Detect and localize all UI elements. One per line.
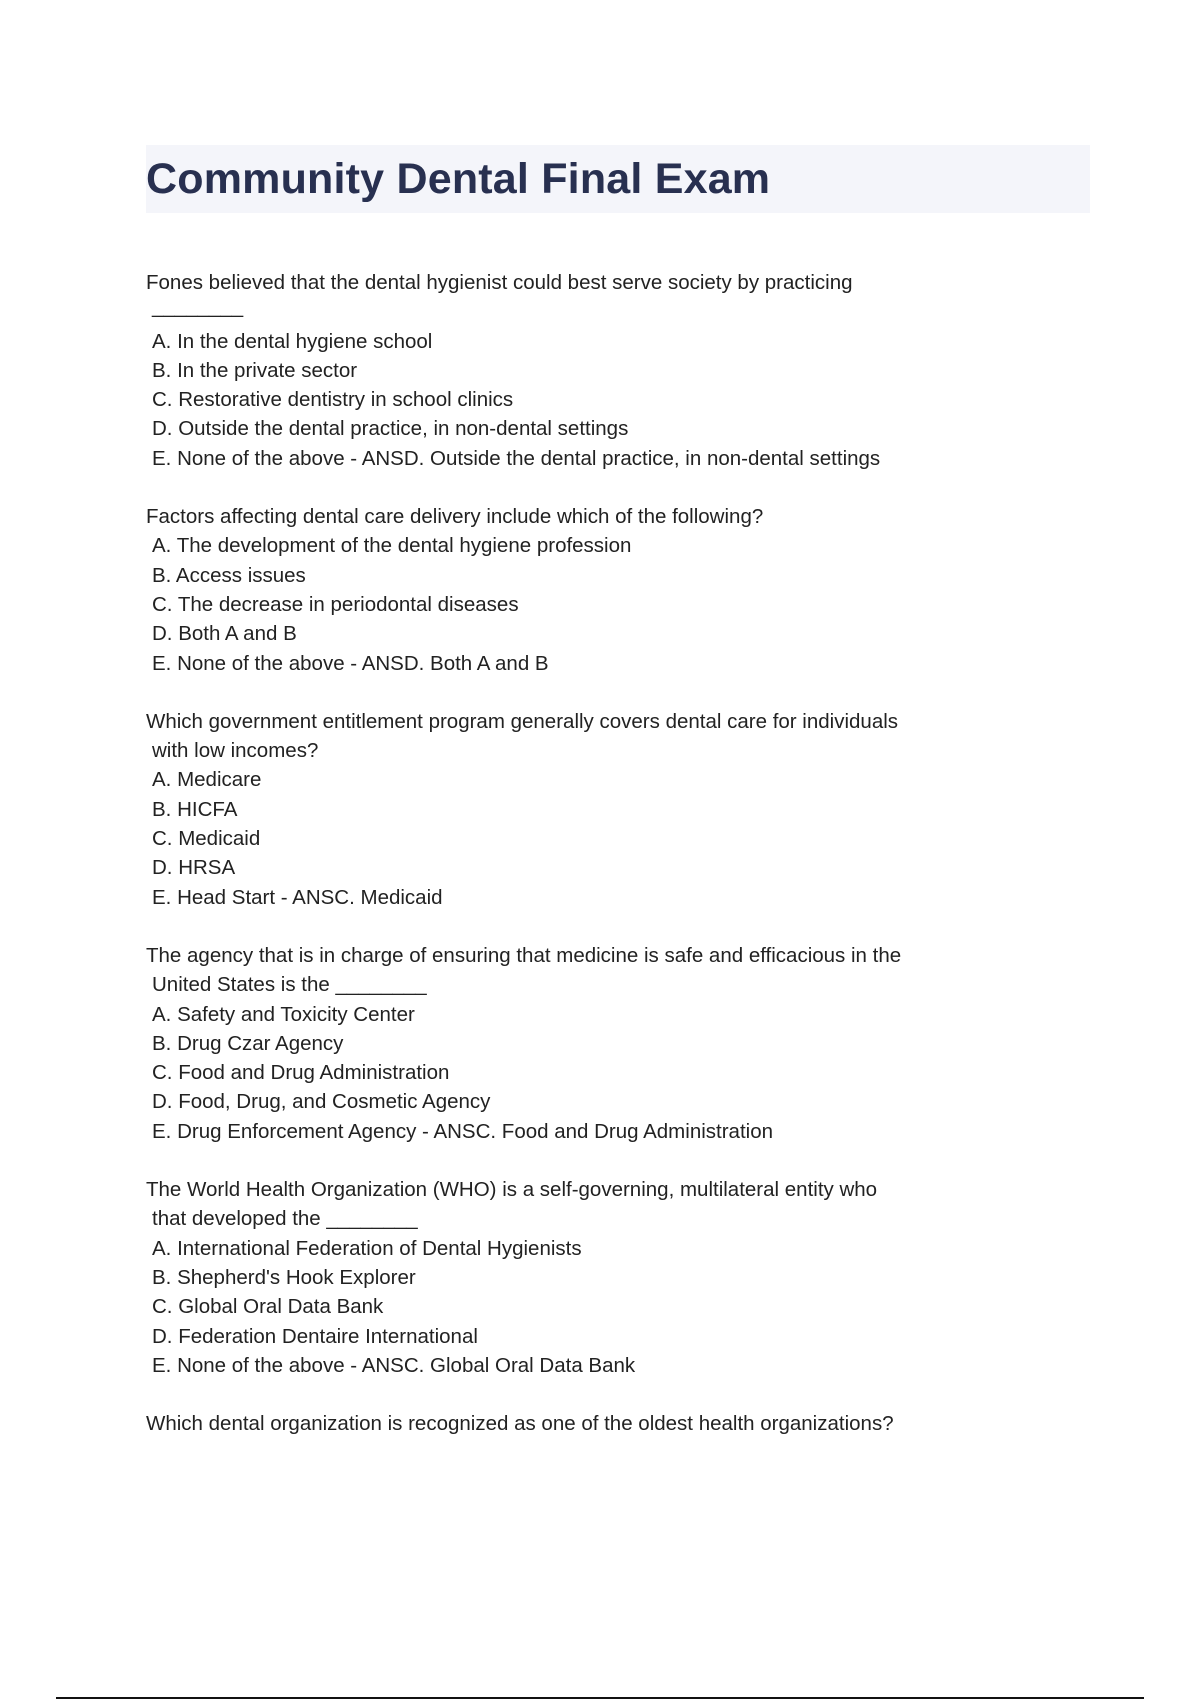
- option-b: B. Drug Czar Agency: [152, 1031, 344, 1055]
- title-banner: [146, 145, 1090, 213]
- question-text: Fones believed that the dental hygienist could best serve society by practicing: [146, 271, 853, 294]
- question-1: [146, 268, 1026, 473]
- option-a: A. Safety and Toxicity Center: [152, 1002, 415, 1026]
- question-text: The agency that is in charge of ensuring that medicine is safe and efficacious in the: [146, 943, 902, 967]
- page-title: Community Dental Final Exam: [146, 155, 771, 203]
- questions-list: [146, 268, 1026, 1467]
- option-d: D. Both A and B: [152, 622, 297, 646]
- question-6: [146, 1409, 1026, 1438]
- option-c: C. The decrease in periodontal diseases: [152, 592, 519, 616]
- option-e-answer: E. Drug Enforcement Agency - ANSC. Food and Drug Administration: [152, 1119, 773, 1143]
- option-e-answer: E. None of the above - ANSC. Global Oral Data Bank: [152, 1353, 636, 1377]
- option-e-answer: E. Head Start - ANSC. Medicaid: [152, 885, 443, 909]
- option-d: D. Federation Dentaire International: [152, 1324, 478, 1348]
- option-a: A. In the dental hygiene school: [152, 329, 433, 353]
- question-5: [146, 1175, 1026, 1380]
- option-e-answer: E. None of the above - ANSD. Both A and B: [152, 651, 549, 675]
- answer-blank-text: ________: [152, 295, 244, 319]
- option-c: C. Global Oral Data Bank: [152, 1295, 384, 1319]
- option-b: B. Shepherd's Hook Explorer: [152, 1265, 416, 1289]
- question-text-continued: with low incomes?: [152, 739, 319, 763]
- option-a: A. International Federation of Dental Hygienists: [152, 1236, 582, 1260]
- answer-blank: [146, 297, 1026, 326]
- question-text: The World Health Organization (WHO) is a self-governing, multilateral entity who: [146, 1178, 878, 1202]
- option-d: D. Food, Drug, and Cosmetic Agency: [152, 1090, 491, 1114]
- option-b: B. Access issues: [152, 563, 306, 587]
- option-d: D. HRSA: [152, 856, 236, 880]
- option-c: C. Medicaid: [152, 827, 261, 851]
- question-text: Factors affecting dental care delivery include which of the following?: [146, 505, 764, 529]
- option-a: A. The development of the dental hygiene profession: [152, 534, 632, 558]
- option-e-answer: E. None of the above - ANSD. Outside the dental practice, in non-dental settings: [152, 446, 881, 470]
- question-text-continued: that developed the ________: [152, 1207, 418, 1231]
- footer-divider: [56, 1697, 1144, 1699]
- option-b: B. HICFA: [152, 797, 238, 821]
- question-2: [146, 502, 1026, 678]
- option-c: C. Food and Drug Administration: [152, 1061, 450, 1085]
- option-a: A. Medicare: [152, 768, 262, 792]
- option-d: D. Outside the dental practice, in non-dental settings: [152, 417, 629, 441]
- option-b: B. In the private sector: [152, 358, 358, 382]
- question-text: Which dental organization is recognized as one of the oldest health organizations?: [146, 1412, 894, 1436]
- question-text: Which government entitlement program generally covers dental care for individuals: [146, 709, 899, 733]
- option-c: C. Restorative dentistry in school clinics: [152, 388, 514, 412]
- question-3: [146, 707, 1026, 912]
- question-text-continued: United States is the ________: [152, 973, 427, 997]
- question-4: [146, 941, 1026, 1146]
